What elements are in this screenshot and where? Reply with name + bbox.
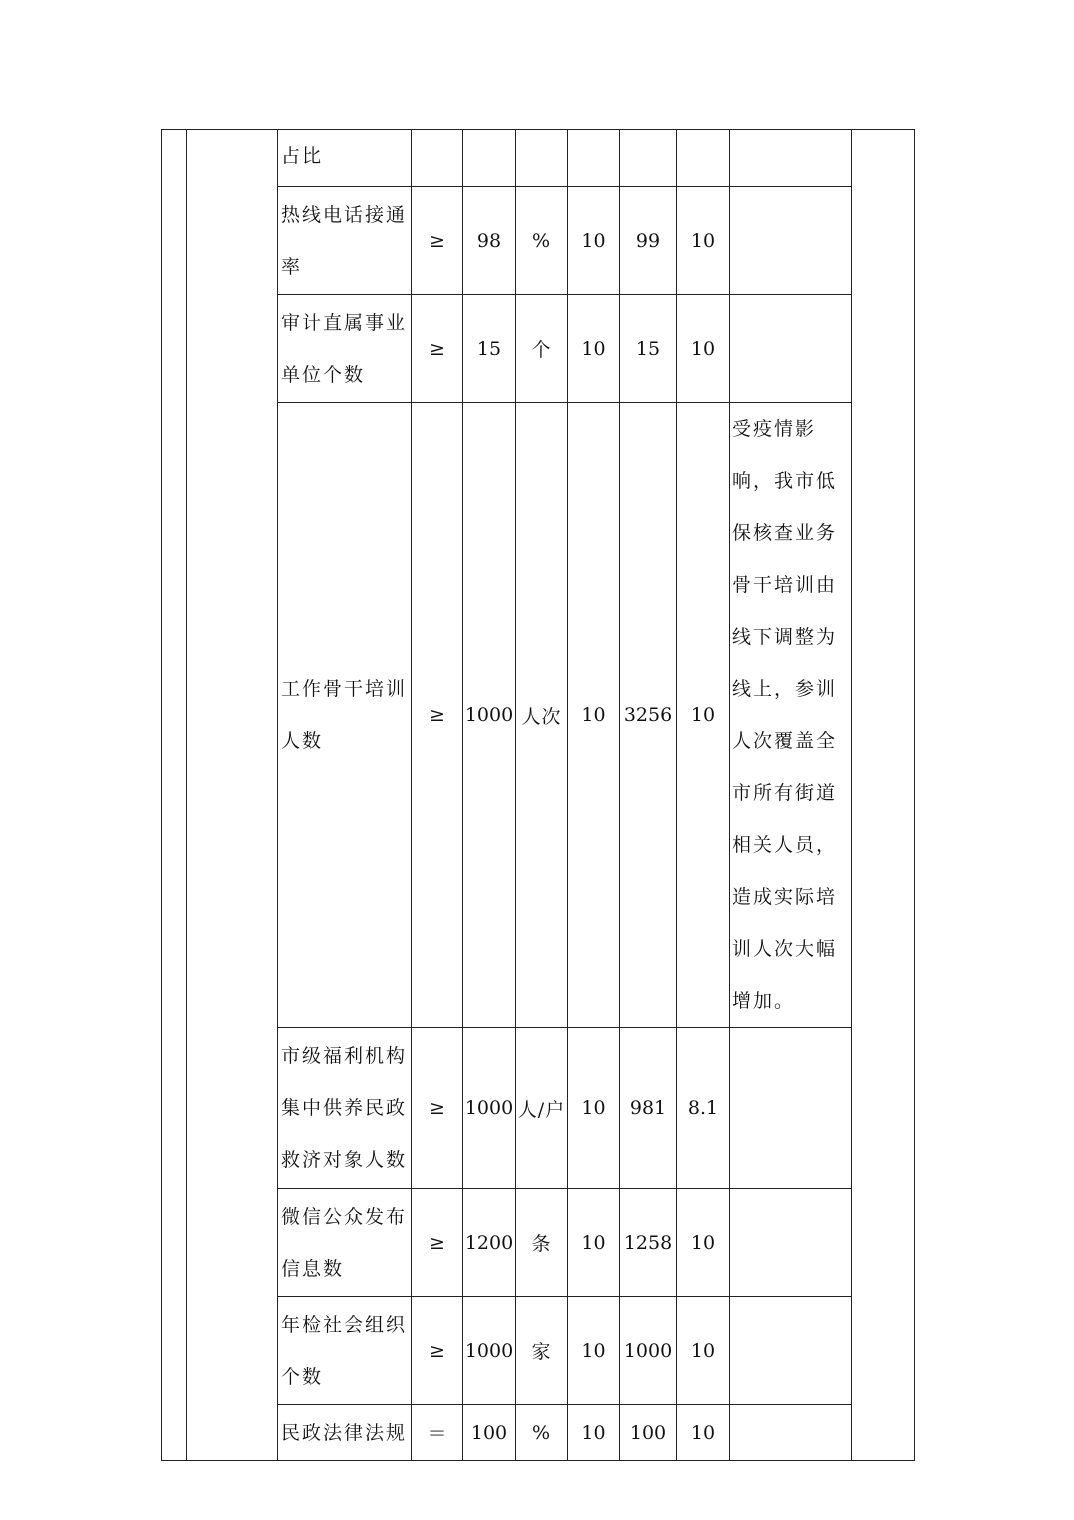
weight: 10 bbox=[568, 403, 620, 1028]
indicator-name: 审计直属事业单位个数 bbox=[278, 295, 412, 403]
indicator-name: 年检社会组织个数 bbox=[278, 1297, 412, 1405]
actual-value: 100 bbox=[620, 1405, 677, 1461]
operator: ≥ bbox=[412, 403, 463, 1028]
target-value: 98 bbox=[463, 187, 516, 295]
score: 8.1 bbox=[677, 1028, 730, 1189]
note bbox=[730, 130, 852, 187]
score: 10 bbox=[677, 1189, 730, 1297]
unit: % bbox=[516, 187, 568, 295]
unit: 人/户 bbox=[516, 1028, 568, 1189]
operator bbox=[412, 130, 463, 187]
unit: 人次 bbox=[516, 403, 568, 1028]
score: 10 bbox=[677, 1405, 730, 1461]
actual-value: 3256 bbox=[620, 403, 677, 1028]
operator: ≥ bbox=[412, 187, 463, 295]
weight: 10 bbox=[568, 187, 620, 295]
unit: 条 bbox=[516, 1189, 568, 1297]
operator: ＝ bbox=[412, 1405, 463, 1461]
note bbox=[730, 295, 852, 403]
actual-value: 981 bbox=[620, 1028, 677, 1189]
indicator-name: 工作骨干培训人数 bbox=[278, 403, 412, 1028]
indicator-name: 微信公众发布信息数 bbox=[278, 1189, 412, 1297]
unit: 个 bbox=[516, 295, 568, 403]
note: 受疫情影响，我市低保核查业务骨干培训由线下调整为线上，参训人次覆盖全市所有街道相关人员，造成实际培训人次大幅增加。 bbox=[730, 403, 852, 1028]
actual-value: 1000 bbox=[620, 1297, 677, 1405]
indicator-name: 市级福利机构集中供养民政救济对象人数 bbox=[278, 1028, 412, 1189]
score: 10 bbox=[677, 403, 730, 1028]
weight: 10 bbox=[568, 295, 620, 403]
target-value: 1000 bbox=[463, 403, 516, 1028]
weight: 10 bbox=[568, 1189, 620, 1297]
performance-table bbox=[161, 129, 915, 1461]
target-value: 100 bbox=[463, 1405, 516, 1461]
note bbox=[730, 187, 852, 295]
note bbox=[730, 1028, 852, 1189]
weight bbox=[568, 130, 620, 187]
indicator-name: 民政法律法规 bbox=[278, 1405, 412, 1461]
target-value: 1200 bbox=[463, 1189, 516, 1297]
blank-column-2 bbox=[187, 130, 278, 1461]
unit: % bbox=[516, 1405, 568, 1461]
table-row bbox=[162, 130, 915, 187]
target-value: 1000 bbox=[463, 1297, 516, 1405]
note bbox=[730, 1297, 852, 1405]
weight: 10 bbox=[568, 1297, 620, 1405]
indicator-name: 占比 bbox=[278, 130, 412, 187]
operator: ≥ bbox=[412, 1297, 463, 1405]
operator: ≥ bbox=[412, 1189, 463, 1297]
blank-column-1 bbox=[162, 130, 187, 1461]
operator: ≥ bbox=[412, 295, 463, 403]
score: 10 bbox=[677, 295, 730, 403]
score bbox=[677, 130, 730, 187]
actual-value: 99 bbox=[620, 187, 677, 295]
actual-value: 1258 bbox=[620, 1189, 677, 1297]
target-value: 1000 bbox=[463, 1028, 516, 1189]
score: 10 bbox=[677, 1297, 730, 1405]
unit bbox=[516, 130, 568, 187]
score: 10 bbox=[677, 187, 730, 295]
indicator-name: 热线电话接通率 bbox=[278, 187, 412, 295]
target-value: 15 bbox=[463, 295, 516, 403]
note bbox=[730, 1189, 852, 1297]
actual-value: 15 bbox=[620, 295, 677, 403]
note bbox=[730, 1405, 852, 1461]
actual-value bbox=[620, 130, 677, 187]
unit: 家 bbox=[516, 1297, 568, 1405]
weight: 10 bbox=[568, 1405, 620, 1461]
target-value bbox=[463, 130, 516, 187]
weight: 10 bbox=[568, 1028, 620, 1189]
blank-column-last bbox=[852, 130, 915, 1461]
operator: ≥ bbox=[412, 1028, 463, 1189]
